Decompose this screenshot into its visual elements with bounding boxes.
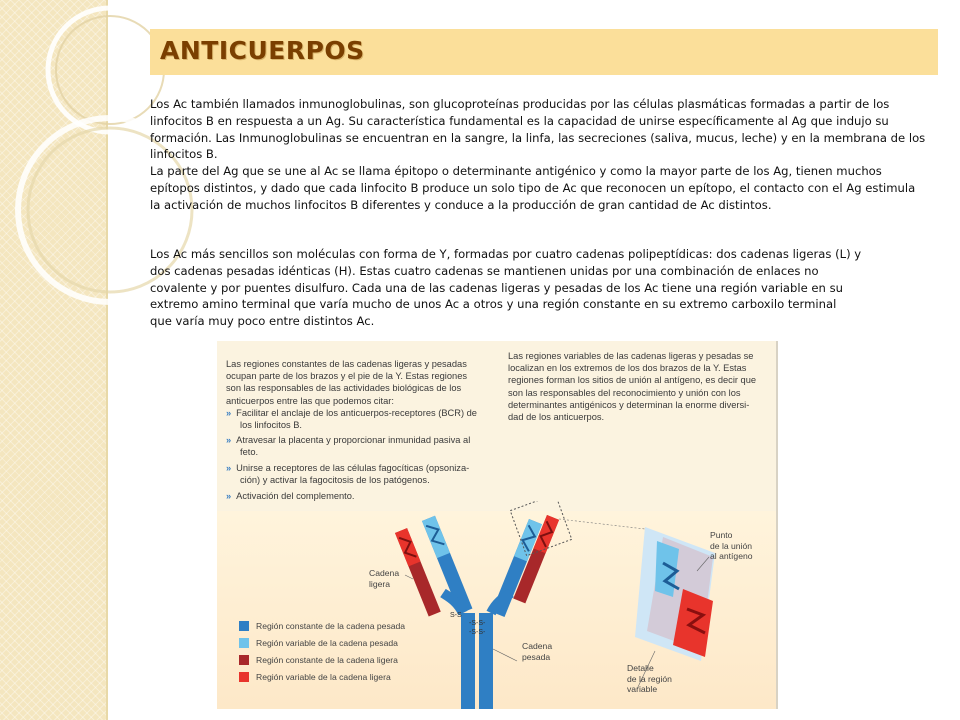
bullet-text: Unirse a receptores de las células fagocíticas (opsoniza-: [236, 463, 470, 473]
slide-title: ANTICUERPOS: [160, 36, 365, 65]
label-line: al antígeno: [710, 551, 753, 561]
bullet-marker-icon: »: [226, 435, 232, 445]
bullet-text: Atravesar la placenta y proporcionar inmunidad pasiva al: [236, 435, 471, 445]
bullet-marker-icon: »: [226, 463, 232, 473]
label-line: de la región: [627, 673, 672, 684]
legend-label: Región variable de la cadena ligera: [256, 671, 391, 682]
bullet-marker-icon: »: [226, 408, 232, 418]
paragraph-line: epítopos distintos, y dado que cada linfocito B produce un solo tipo de Ac que reconocen un epítopo, el contacto con el Ag estimula: [150, 180, 916, 195]
antibody-figure: [217, 341, 777, 709]
paragraph-line: formación. Las Inmunoglobulinas se encuentran en la sangre, la linfa, las secreciones (saliva, mucus, leche) y en la membrana de los: [150, 130, 926, 145]
paragraph-line: la activación de muchos linfocitos B diferentes y conduce a la producción de gran cantidad de Ac distintos.: [150, 197, 772, 212]
figure-text-line: determinantes antigénicos y determinan la enorme diversi-: [508, 399, 750, 410]
paragraph-line: Los Ac también llamados inmunoglobulinas, son glucoproteínas producidas por las células plasmáticas formadas a partir de los: [150, 97, 890, 111]
legend-item: [239, 670, 391, 683]
structure-paragraph: [150, 246, 861, 330]
legend-swatch-icon: [239, 621, 249, 631]
disulfide-label: -S-S-: [469, 629, 486, 636]
label-line: ligera: [369, 578, 391, 589]
figure-text-line: Las regiones constantes de las cadenas ligeras y pesadas: [226, 359, 467, 369]
label-line: Cadena: [369, 568, 400, 578]
legend-item: [239, 636, 398, 649]
legend-item: [239, 619, 405, 632]
bullet-item: [226, 407, 477, 431]
bullet-text: Facilitar el anclaje de los anticuerpos-receptores (BCR) de: [236, 408, 477, 418]
decorative-side-band: [0, 0, 106, 720]
paragraph-line: Los Ac más sencillos son moléculas con forma de Y, formadas por cuatro cadenas polipeptídicas: dos cadenas ligeras (L) y: [150, 247, 862, 261]
legend-item: [239, 653, 398, 666]
bullet-text: ción) y activar la fagocitosis de los patógenos.: [240, 475, 430, 486]
bullet-text: los linfocitos B.: [240, 420, 303, 431]
figure-text-line: anticuerpos entre las que podemos citar:: [226, 395, 394, 406]
label-line: pesada: [522, 651, 551, 662]
label-line: Cadena: [522, 641, 553, 651]
paragraph-line: dos cadenas pesadas idénticas (H). Estas cuatro cadenas se mantienen unidas por una combinación de enlaces no: [150, 263, 819, 278]
figure-text-line: son las responsables de las actividades biológicas de los: [226, 383, 462, 394]
paragraph-line: linfocitos B.: [150, 147, 218, 162]
bullet-text: Activación del complemento.: [236, 491, 355, 501]
legend-label: Región variable de la cadena pesada: [256, 637, 398, 648]
figure-text-line: regiones forman los sitios de unión al antígeno, es decir que: [508, 375, 757, 386]
figure-text-line: ocupan parte de los brazos y el pie de la Y. Estas regiones: [226, 371, 468, 382]
paragraph-line: que varía muy poco entre distintos Ac.: [150, 314, 375, 329]
disulfide-label: -S-S-: [469, 620, 486, 627]
disulfide-label: S-S: [450, 612, 462, 619]
binding-site-label: [710, 530, 753, 562]
legend-label: Región constante de la cadena pesada: [256, 620, 406, 631]
legend-swatch-icon: [239, 638, 249, 648]
legend-swatch-icon: [239, 672, 249, 682]
intro-paragraph: [150, 96, 925, 214]
figure-text-line: son las responsables del reconocimiento y unión con los: [508, 387, 741, 398]
label-line: Detalle: [627, 663, 654, 673]
bullet-text: feto.: [240, 447, 259, 458]
constant-regions-text: [226, 358, 467, 407]
side-band-divider: [106, 0, 108, 720]
detail-label: [627, 663, 672, 695]
light-chain-label: [369, 568, 399, 589]
bullet-item: [226, 462, 469, 486]
label-line: Punto: [710, 530, 733, 540]
label-line: de la unión: [710, 540, 753, 551]
bullet-marker-icon: »: [226, 491, 232, 501]
paragraph-line: extremo amino terminal que varía mucho de unos Ac a otros y una región constante en su extremo carboxilo terminal: [150, 297, 837, 312]
legend-label: Región constante de la cadena ligera: [256, 654, 398, 665]
label-line: variable: [627, 684, 658, 694]
figure-edge: [776, 341, 778, 709]
figure-text-line: localizan en los extremos de los dos brazos de la Y. Estas: [508, 363, 747, 374]
paragraph-line: La parte del Ag que se une al Ac se llama épitopo o determinante antigénico y como la mayor parte de los Ag, tienen muchos: [150, 164, 882, 179]
figure-text-line: dad de los anticuerpos.: [508, 411, 605, 422]
heavy-chain-label: [522, 641, 552, 662]
paragraph-line: covalente y por puentes disulfuro. Cada una de las cadenas ligeras y pesadas de los Ac tiene una región variable en su: [150, 280, 843, 295]
paragraph-line: linfocitos B en respuesta a un Ag. Su característica fundamental es la capacidad de unirse específicamente al Ag que indujo su: [150, 113, 889, 128]
figure-text-line: Las regiones variables de las cadenas ligeras y pesadas se: [508, 351, 754, 361]
legend-swatch-icon: [239, 655, 249, 665]
variable-region-detail: [635, 527, 715, 661]
bullet-item: [226, 434, 470, 458]
variable-regions-text: [508, 350, 756, 423]
